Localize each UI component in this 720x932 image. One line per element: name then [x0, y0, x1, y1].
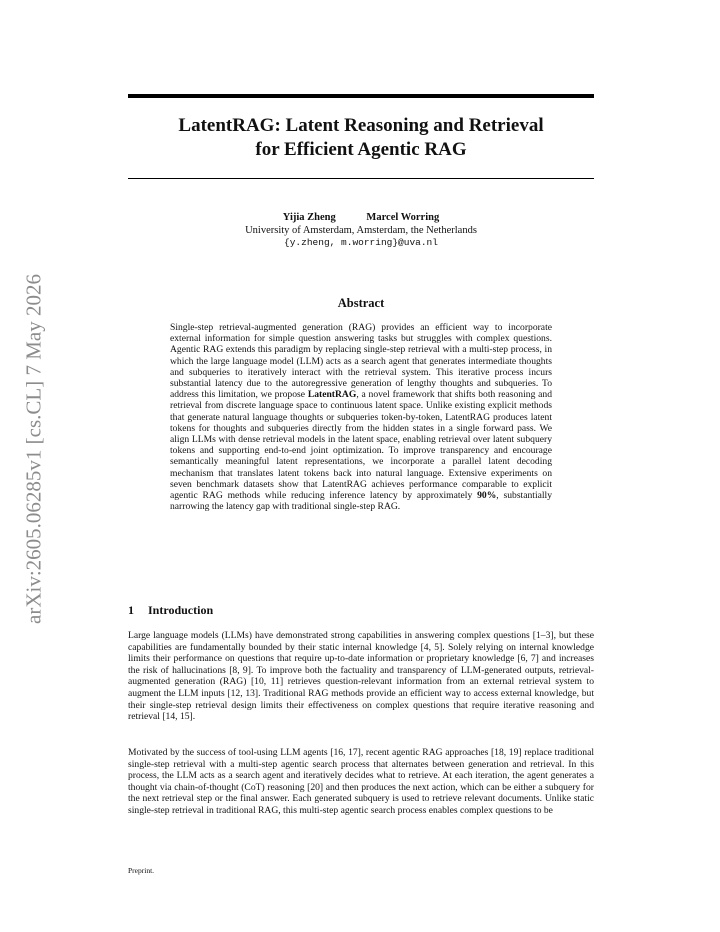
affiliation: University of Amsterdam, Amsterdam, the Netherlands — [245, 224, 477, 236]
intro-paragraph-1: Large language models (LLMs) have demonstrated strong capabilities in answering complex questions [1–3], but these capabilities are fundamentally bounded by their static internal knowledge [4, 5]. Solely relying on internal knowledge limits their performance on questions that require up-to-date information or proprietary knowledge [6, 7] and increases the risk of hallucinations [8, 9]. To improve both the factuality and transparency of LLM-generated outputs, retrieval-augmented generation (RAG) [10, 11] retrieves question-relevant information from an external retrieval system to augment the LLM inputs [12, 13]. Traditional RAG methods provide an efficient way to access external knowledge, but their single-step retrieval design limits their effectiveness on complex questions that require iterative reasoning and retrieval [14, 15]. — [128, 630, 594, 723]
paper-title — [128, 114, 594, 162]
title-line-1: LatentRAG: Latent Reasoning and Retrieval — [178, 115, 544, 136]
latency-highlight: 90% — [477, 490, 497, 502]
footer-note: Preprint. — [128, 866, 155, 875]
author-names — [128, 212, 594, 225]
abstract-text: Single-step retrieval-augmented generation (RAG) provides an efficient way to incorporate external information for simple question answering tasks but struggles with complex questions. Agentic RAG extends this paradigm by replacing single-step retrieval with a multi-step process, in which the large language model (LLM) acts as a search agent that generates intermediate thoughts and subqueries to iteratively interact with the retrieval system. This iterative process incurs substantial latency due to the autoregressive generation of lengthy thoughts and subqueries. To address this limitation, we propose — [170, 322, 552, 401]
intro-paragraph-2: Motivated by the success of tool-using LLM agents [16, 17], recent agentic RAG approaches [18, 19] replace traditional single-step retrieval with a multi-step agentic search process that alternates between generation and retrieval. In this process, the LLM acts as a search agent and iteratively decides what to retrieve. At each iteration, the agent generates a thought via chain-of-thought (CoT) reasoning [20] and then produces the next action, which can be either a subquery for the next retrieval step or the final answer. Each generated subquery is used to retrieve relevant documents. Unlike static single-step retrieval in traditional RAG, this multi-step agentic search process enables complex questions to be — [128, 747, 594, 816]
abstract-heading: Abstract — [337, 296, 385, 310]
author-name: Yijia Zheng — [282, 212, 336, 223]
section-number: 1 — [128, 603, 134, 617]
abstract-text: , a novel framework that shifts both reasoning and retrieval from discrete language space to continuous latent space. Unlike existing explicit methods that generate natural language thoughts or subqueries token-by-token, LatentRAG produces latent tokens for thoughts and subqueries directly from the hidden states in a single forward pass. We align LLMs with dense retrieval models in the latent space, enabling retrieval over latent subquery tokens and supporting end-to-end joint optimization. To improve transparency and encourage semantically meaningful latent representations, we incorporate a parallel latent decoding mechanism that translates latent tokens back into natural language. Extensive experiments on seven benchmark datasets show that LatentRAG achieves performance comparable to explicit agentic RAG methods while reducing inference latency by approximately — [170, 389, 552, 502]
author-email[interactable]: {y.zheng, m.worring}@uva.nl — [284, 237, 438, 248]
method-name: LatentRAG — [307, 389, 357, 401]
title-rule-bottom — [128, 178, 594, 179]
author-block — [128, 212, 594, 250]
arxiv-side-stamp: arXiv:2605.06285v1 [cs.CL] 7 May 2026 — [21, 274, 46, 624]
title-line-2: for Efficient Agentic RAG — [255, 139, 467, 160]
section-title: Introduction — [148, 603, 214, 617]
abstract-text: , substantially narrowing the latency gap with traditional single-step RAG. — [170, 490, 552, 513]
title-rule-top — [128, 94, 594, 98]
section-heading — [128, 603, 213, 618]
author-name: Marcel Worring — [366, 212, 440, 223]
abstract-body — [170, 322, 552, 512]
